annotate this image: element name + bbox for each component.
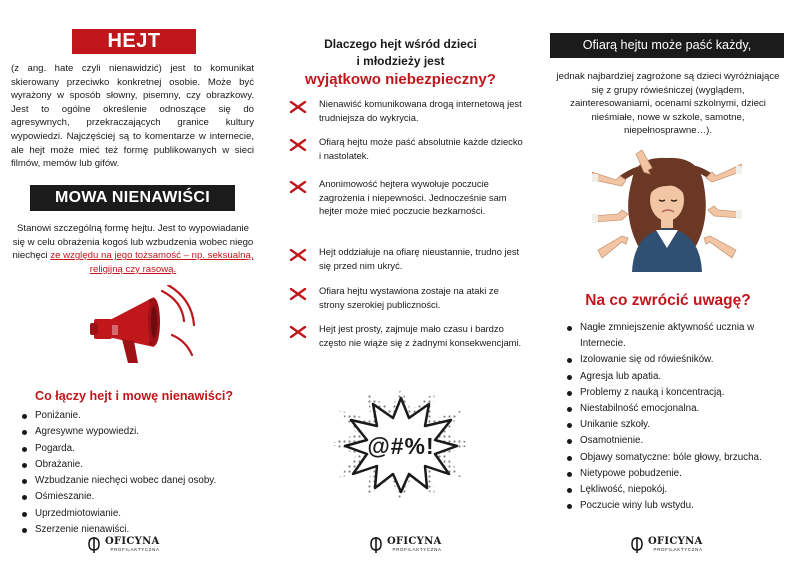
victim-title: Ofiarą hejtu może paść każdy,	[550, 33, 784, 58]
why-title-line1: Dlaczego hejt wśród dzieci	[324, 37, 477, 51]
common-feature-item: Poniżanie.	[20, 408, 260, 424]
logo	[370, 537, 442, 553]
watch-item: Nagłe zmniejszenie aktywność ucznia w Internecie.	[565, 320, 787, 352]
cross-icon	[289, 288, 307, 300]
logo	[88, 537, 160, 553]
watch-item: Agresja lub apatia.	[565, 369, 787, 385]
panel-why-dangerous	[267, 0, 534, 566]
panel-victims	[534, 0, 800, 566]
reason-text: Nienawiść komunikowana drogą internetową jest trudniejsza do wykrycia.	[319, 98, 522, 123]
watch-item: Objawy somatyczne: bóle głowy, brzucha.	[565, 450, 787, 466]
cross-icon	[289, 181, 307, 193]
logo-mark-icon	[631, 537, 643, 553]
pointing-fingers-illustration	[592, 150, 742, 272]
megaphone-icon	[88, 285, 200, 377]
cross-icon	[289, 326, 307, 338]
common-feature-item: Uprzedmiotowianie.	[20, 506, 260, 522]
common-feature-item: Pogarda.	[20, 441, 260, 457]
watch-item: Lękliwość, niepokój.	[565, 482, 787, 498]
cross-icon	[289, 249, 307, 261]
logo-sub: PROFILAKTYCZNA	[392, 547, 442, 552]
why-title-line2: i młodzieży jest	[356, 54, 445, 68]
common-feature-item: Ośmieszanie.	[20, 489, 260, 505]
watch-list	[565, 320, 787, 514]
hejt-title: HEJT	[72, 29, 196, 54]
reason-text: Anonimowość hejtera wywołuje poczucie zagrożenia i niepewności. Jednocześnie sam hejter może mieć poczucie bezkarności.	[319, 178, 507, 217]
hejt-definition: (z ang. hate czyli nienawidzić) jest to komunikat skierowany przeciwko konkretnej osobie. Może być wyrażony w sposób słowny, pisemny, czy obrazkowy. Jest to ogólne określenie odnoszące się do agresywnych, przekraczających granice kultury wypowiedzi. Najczęściej są to komentarze w internecie, ale hejt może mieć też formę publikowanych w sieci filmów, memów lub gifów.	[11, 63, 254, 170]
hate-speech-title: MOWA NIENAWIŚCI	[30, 185, 235, 211]
logo-sub: PROFILAKTYCZNA	[110, 547, 160, 552]
watch-item: Niestabilność emocjonalna.	[565, 401, 787, 417]
common-feature-item: Szerzenie nienawiści.	[20, 522, 260, 538]
hate-speech-text	[12, 222, 254, 276]
why-title-highlight: wyjątkowo niebezpieczny?	[305, 71, 496, 88]
burst-symbols: @#%!	[367, 433, 435, 459]
common-feature-item: Wzbudzanie niechęci wobec danej osoby.	[20, 473, 260, 489]
watch-title: Na co zwrócić uwagę?	[585, 292, 751, 309]
common-features-list	[20, 408, 260, 538]
why-title	[277, 36, 524, 89]
reason-text: Hejt jest prosty, zajmuje mało czasu i bardzo często nie wiąże się z żadnymi konsekwencjami.	[319, 323, 522, 348]
cross-icon	[289, 139, 307, 151]
common-feature-item: Obrażanie.	[20, 457, 260, 473]
watch-item: Unikanie szkoły.	[565, 417, 787, 433]
victim-text: jednak najbardziej zagrożone są dzieci wyróżniające się z grupy rówieśniczej (wyglądem, zainteresowaniami, ocenami szkolnymi, dzieci nieśmiałe, nowe w szkole, samotne, niepełnosprawne…).	[556, 71, 780, 137]
reason-text: Ofiarą hejtu może paść absolutnie każde dziecko i nastolatek.	[319, 136, 523, 161]
logo-name: OFICYNA	[648, 536, 703, 547]
common-feature-item: Agresywne wypowiedzi.	[20, 424, 260, 440]
cross-icon	[289, 101, 307, 113]
reason-text: Ofiara hejtu wystawiona zostaje na ataki ze strony szerokiej publiczności.	[319, 285, 499, 310]
panel-hejt	[0, 0, 267, 566]
hate-speech-highlight: ze względu na jego tożsamość – np. seksualną, religijną czy rasową.	[50, 250, 254, 275]
logo	[631, 537, 703, 553]
watch-item: Osamotnienie.	[565, 433, 787, 449]
reason-text: Hejt oddziałuje na ofiarę nieustannie, trudno jest się przed nim ukryć.	[319, 246, 520, 271]
watch-item: Izolowanie się od rówieśników.	[565, 352, 787, 368]
watch-item: Nietypowe pobudzenie.	[565, 466, 787, 482]
logo-mark-icon	[88, 537, 100, 553]
common-features-title: Co łączy hejt i mowę nienawiści?	[34, 389, 234, 403]
hate-speech-text-body: Stanowi szczególną formę hejtu. Jest to wypowiadanie się w celu obrażenia kogoś lub wzbudzenia wobec niego niechęci	[12, 223, 254, 262]
watch-item: Poczucie winy lub wstydu.	[565, 498, 787, 514]
logo-name: OFICYNA	[105, 536, 160, 547]
logo-sub: PROFILAKTYCZNA	[653, 547, 703, 552]
logo-mark-icon	[370, 537, 382, 553]
logo-name: OFICYNA	[387, 536, 442, 547]
watch-item: Problemy z nauką i koncentracją.	[565, 385, 787, 401]
